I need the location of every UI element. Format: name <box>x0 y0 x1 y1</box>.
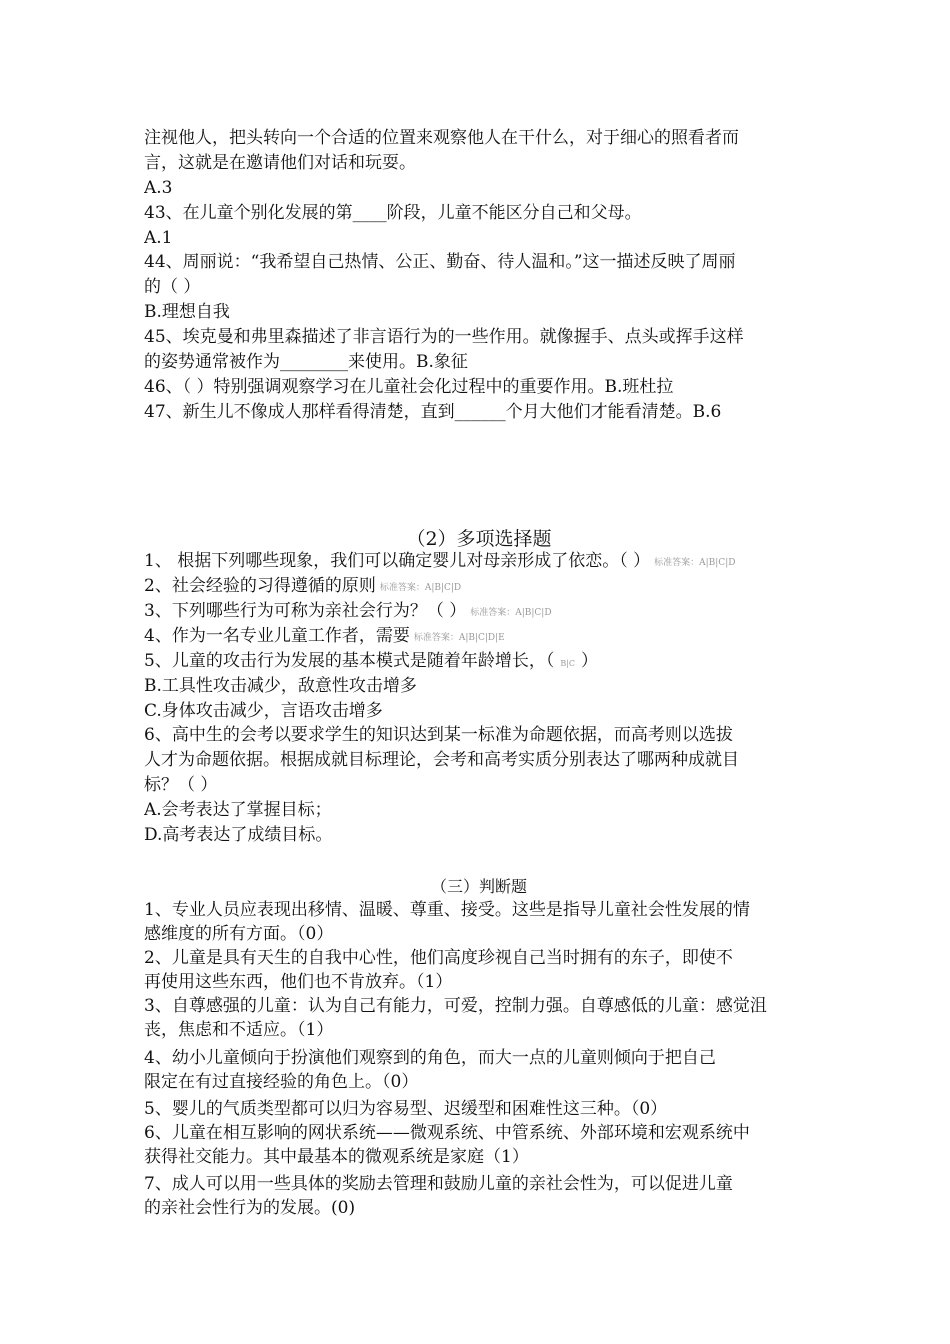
q43-text: 43、在儿童个别化发展的第____阶段，儿童不能区分自己和父母。 <box>144 203 642 223</box>
j2-line-2: 再使用这些东西，他们也不肯放弃。（1） <box>144 972 453 992</box>
mc-q3-answer-note: 标准答案：A|B|C|D <box>470 608 552 618</box>
j1-line-1: 1、专业人员应表现出移情、温暖、尊重、接受。这些是指导儿童社会性发展的情 <box>144 900 750 920</box>
mc-q5-option-b: B.工具性攻击减少，敌意性攻击增多 <box>144 676 417 696</box>
mc-q6-line-1: 6、高中生的会考以要求学生的知识达到某一标准为命题依据，而高考则以选拔 <box>144 725 733 745</box>
mc-q3 <box>144 599 814 625</box>
mc-q1 <box>144 549 814 575</box>
mc-q2-answer-note: 标准答案：A|B|C|D <box>379 583 462 593</box>
q46-text: 46、（ ）特别强调观察学习在儿童社会化过程中的重要作用。B.班杜拉 <box>144 377 674 397</box>
q44-answer: B.理想自我 <box>144 302 230 322</box>
q42-line-1: 注视他人，把头转向一个合适的位置来观察他人在干什么，对于细心的照看者而 <box>144 128 739 148</box>
mc-q2-text: 2、社会经验的习得遵循的原则 <box>144 576 376 596</box>
j4-line-2: 限定在有过直接经验的角色上。（0） <box>144 1072 419 1092</box>
q45-line-2: 的姿势通常被作为________来使用。B.象征 <box>144 352 468 372</box>
j6-line-2: 获得社交能力。其中最基本的微观系统是家庭（1） <box>144 1147 529 1167</box>
mc-q1-text: 1、 根据下列哪些现象，我们可以确定婴儿对母亲形成了依恋。（ ） <box>144 551 651 571</box>
j2-line-1: 2、儿童是具有天生的自我中心性，他们高度珍视自己当时拥有的东子，即使不 <box>144 948 733 968</box>
mc-q6-line-2: 人才为命题依据。根据成就目标理论，会考和高考实质分别表达了哪两种成就目 <box>144 750 739 770</box>
mc-q4-text: 4、作为一名专业儿童工作者，需要 <box>144 626 410 646</box>
q44-line-1: 44、周丽说：“我希望自己热情、公正、勤奋、待人温和。”这一描述反映了周丽 <box>144 252 736 272</box>
mc-q5-option-c: C.身体攻击减少，言语攻击增多 <box>144 701 383 721</box>
mc-q1-answer-note: 标准答案：A|B|C|D <box>654 558 736 568</box>
mc-q5-text: 5、儿童的攻击行为发展的基本模式是随着年龄增长，（ <box>144 651 555 671</box>
j7-line-2: 的亲社会性行为的发展。(0) <box>144 1198 356 1218</box>
j4-line-1: 4、幼小儿童倾向于扮演他们观察到的角色，而大一点的儿童则倾向于把自己 <box>144 1048 716 1068</box>
q42-answer: A.3 <box>144 178 173 198</box>
mc-q5-answer-note: B|C <box>560 659 576 668</box>
mc-q5-close: ） <box>581 651 599 671</box>
j1-line-2: 感维度的所有方面。（0） <box>144 924 334 944</box>
mc-q4-answer-note: 标准答案：A|B|C|D|E <box>413 633 505 643</box>
j6-line-1: 6、儿童在相互影响的网状系统——微观系统、中管系统、外部环境和宏观系统中 <box>144 1123 750 1143</box>
j7-line-1: 7、成人可以用一些具体的奖励去管理和鼓励儿童的亲社会性为，可以促进儿童 <box>144 1174 733 1194</box>
mc-q5 <box>144 649 814 676</box>
q47-text: 47、新生儿不像成人那样看得清楚，直到______个月大他们才能看清楚。B.6 <box>144 402 722 422</box>
j5-text: 5、婴儿的气质类型都可以归为容易型、迟缓型和困难性这三种。（0） <box>144 1099 668 1119</box>
multi-choice-heading: （2）多项选择题 <box>406 528 552 550</box>
mc-q3-text: 3、下列哪些行为可称为亲社会行为？（ ） <box>144 601 467 621</box>
q44-line-2: 的（ ） <box>144 277 201 297</box>
mc-q6-option-a: A.会考表达了掌握目标； <box>144 800 332 820</box>
q42-line-2: 言，这就是在邀请他们对话和玩耍。 <box>144 153 416 173</box>
mc-q6-option-d: D.高考表达了成绩目标。 <box>144 825 333 845</box>
q45-line-1: 45、埃克曼和弗里森描述了非言语行为的一些作用。就像握手、点头或挥手这样 <box>144 327 744 347</box>
mc-q2 <box>144 574 814 600</box>
mc-q4 <box>144 624 814 650</box>
mc-q6-line-3: 标？（ ） <box>144 775 218 795</box>
j3-line-2: 丧，焦虑和不适应。（1） <box>144 1020 334 1040</box>
q43-answer: A.1 <box>144 228 173 248</box>
judgment-heading: （三）判断题 <box>430 877 527 896</box>
j3-line-1: 3、自尊感强的儿童：认为自己有能力，可爱，控制力强。自尊感低的儿童：感觉沮 <box>144 996 767 1016</box>
